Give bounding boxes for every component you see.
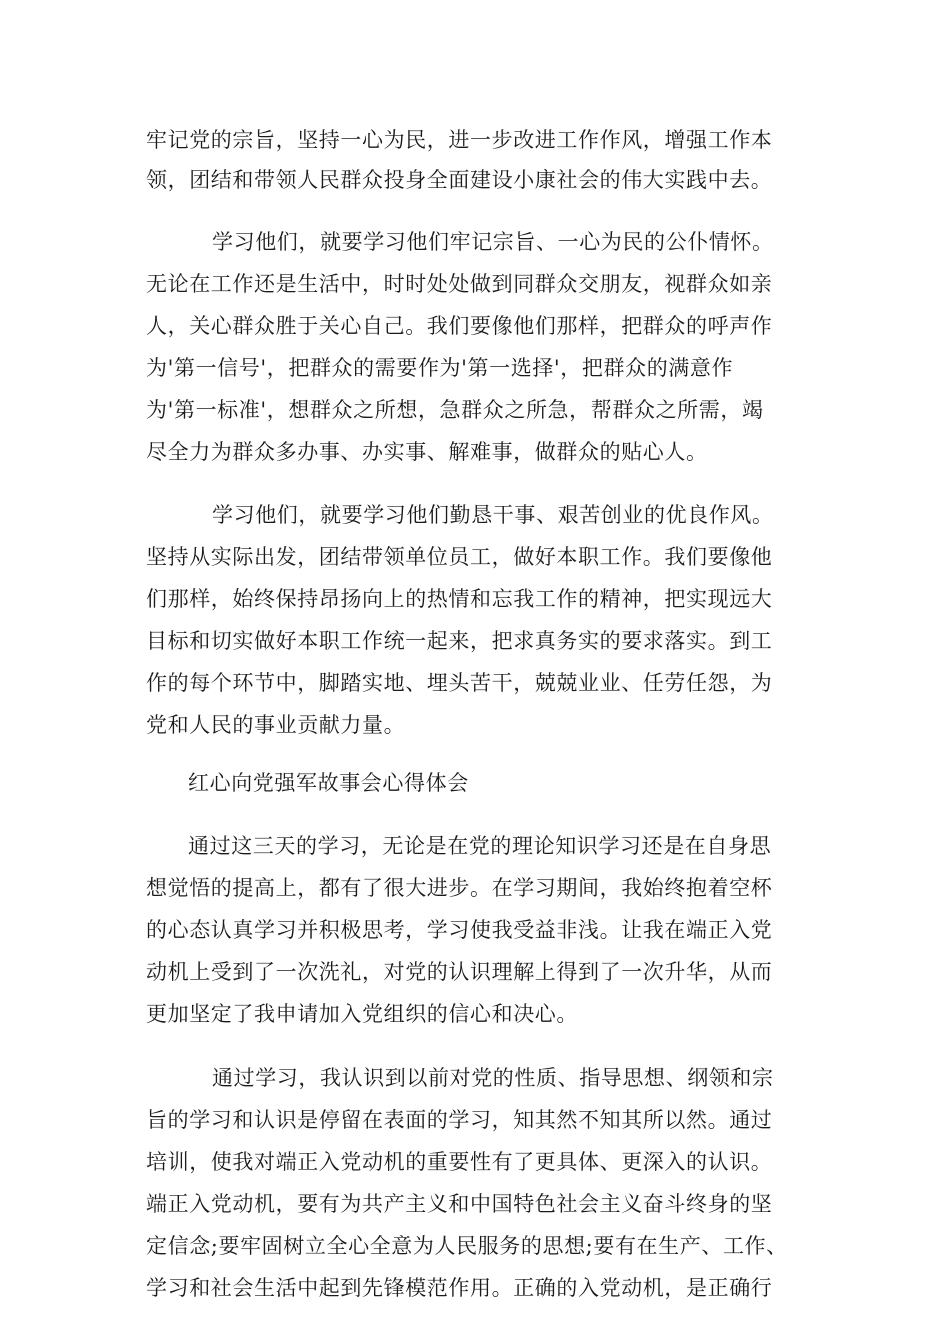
paragraph-1-line-1: 牢记党的宗旨，坚持一心为民，进一步改进工作作风，增强工作本	[146, 128, 773, 152]
paragraph-2-line-1: 学习他们，就要学习他们牢记宗旨、一心为民的公仆情怀。	[212, 230, 774, 254]
paragraph-2-line-5: 为'第一标准'，想群众之所想，急群众之所急，帮群众之所需，竭	[146, 398, 764, 422]
paragraph-3-line-5: 作的每个环节中，脚踏实地、埋头苦干，兢兢业业、任劳任怨，为	[146, 671, 773, 695]
paragraph-2-line-2: 无论在工作还是生活中，时时处处做到同群众交朋友，视群众如亲	[146, 272, 773, 296]
paragraph-4-line-4: 动机上受到了一次洗礼，对党的认识理解上得到了一次升华，从而	[146, 960, 773, 984]
paragraph-4-line-3: 的心态认真学习并积极思考，学习使我受益非浅。让我在端正入党	[146, 918, 773, 942]
paragraph-4-line-2: 想觉悟的提高上，都有了很大进步。在学习期间，我始终抱着空杯	[146, 876, 773, 900]
paragraph-3-line-6: 党和人民的事业贡献力量。	[146, 713, 406, 737]
paragraph-5-line-2: 旨的学习和认识是停留在表面的学习，知其然不知其所以然。通过	[146, 1108, 773, 1132]
section-heading: 红心向党强军故事会心得体会	[188, 771, 469, 795]
paragraph-5-line-6: 学习和社会生活中起到先锋模范作用。正确的入党动机，是正确行	[146, 1276, 773, 1300]
paragraph-3-line-2: 坚持从实际出发，团结带领单位员工，做好本职工作。我们要像他	[146, 545, 773, 569]
paragraph-4-line-5: 更加坚定了我申请加入党组织的信心和决心。	[146, 1002, 578, 1026]
paragraph-2-line-4: 为'第一信号'，把群众的需要作为'第一选择'，把群众的满意作	[146, 356, 734, 380]
paragraph-3-line-4: 目标和切实做好本职工作统一起来，把求真务实的要求落实。到工	[146, 629, 773, 653]
paragraph-2-line-3: 人，关心群众胜于关心自己。我们要像他们那样，把群众的呼声作	[146, 314, 773, 338]
paragraph-1-line-2: 领，团结和带领人民群众投身全面建设小康社会的伟大实践中去。	[146, 168, 773, 192]
paragraph-5-line-3: 培训，使我对端正入党动机的重要性有了更具体、更深入的认识。	[146, 1150, 773, 1174]
paragraph-3-line-1: 学习他们，就要学习他们勤恳干事、艰苦创业的优良作风。	[212, 503, 774, 527]
paragraph-5-line-4: 端正入党动机，要有为共产主义和中国特色社会主义奋斗终身的坚	[146, 1192, 773, 1216]
paragraph-5-line-1: 通过学习，我认识到以前对党的性质、指导思想、纲领和宗	[212, 1066, 774, 1090]
paragraph-2-line-6: 尽全力为群众多办事、办实事、解难事，做群众的贴心人。	[146, 440, 708, 464]
paragraph-5-line-5: 定信念;要牢固树立全心全意为人民服务的思想;要有在生产、工作、	[146, 1234, 788, 1258]
paragraph-4-line-1: 通过这三天的学习，无论是在党的理论知识学习还是在自身思	[188, 834, 772, 858]
paragraph-3-line-3: 们那样，始终保持昂扬向上的热情和忘我工作的精神，把实现远大	[146, 587, 773, 611]
